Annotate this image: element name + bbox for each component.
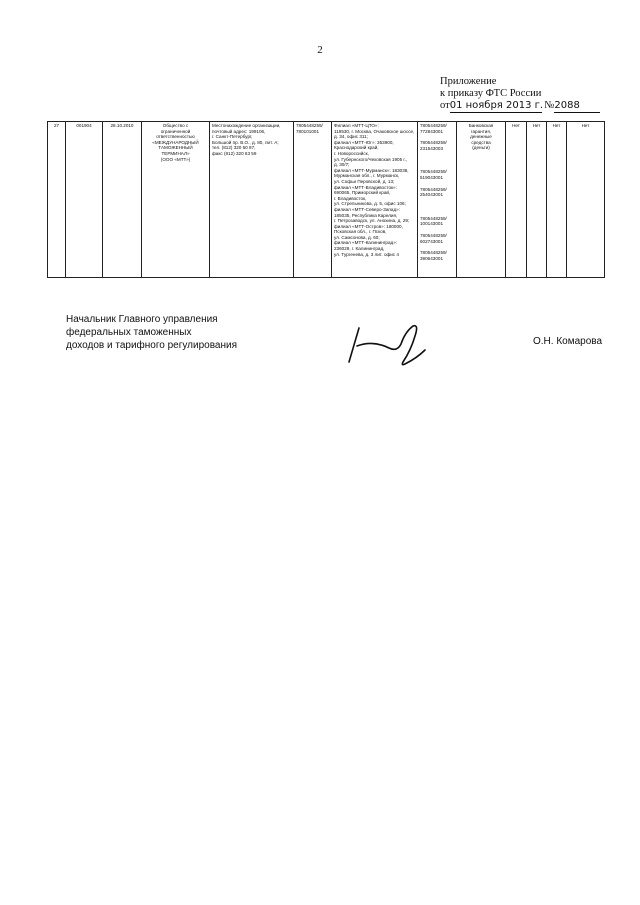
address-line: факс (812) 320 63 59 bbox=[212, 150, 257, 156]
branch-line: Мурманская обл., г. Мурманск, bbox=[334, 173, 400, 179]
cell-flag: Нет bbox=[567, 122, 605, 278]
branch-line: Псковская обл., г. Псков, bbox=[334, 229, 387, 235]
branch-code-line: 7805448259/ bbox=[420, 140, 447, 146]
signer-position-line: федеральных таможенных bbox=[66, 327, 192, 338]
signer-position bbox=[66, 313, 237, 352]
branch-line: 236029, г. Калининград, bbox=[334, 246, 385, 252]
inn-line: 780101001 bbox=[296, 128, 319, 134]
branch-line: д. 30/7; bbox=[334, 162, 350, 168]
branch-line: филиал «МТТ-Остров»: 180000, bbox=[334, 223, 403, 229]
branch-line: филиал «МТТ-Мурманск»: 183038, bbox=[334, 167, 409, 173]
cell-flag: Нет bbox=[547, 122, 567, 278]
address-line: Большой пр. В.О., д. 80, лит. А; bbox=[212, 139, 279, 145]
address-line: тел. (812) 320 60 87, bbox=[212, 145, 256, 151]
signer-name: О.Н. Комарова bbox=[533, 336, 603, 347]
branch-code-line: 7805448259/ bbox=[420, 215, 447, 221]
address-line: г. Санкт-Петербург, bbox=[212, 134, 253, 140]
branch-line: ул. Самсонова, д. 60; bbox=[334, 234, 380, 240]
branch-line: г. Владивосток, bbox=[334, 195, 367, 201]
branch-line: д. 34, офис 311; bbox=[334, 134, 368, 140]
address-line: почтовый адрес: 199106, bbox=[212, 128, 266, 134]
branch-line: филиал «МТТ-Калининград»: bbox=[334, 240, 398, 246]
branch-line: Краснодарский край, bbox=[334, 145, 379, 151]
org-name-line: ТАМОЖЕННЫЙ bbox=[158, 145, 193, 151]
cell-org-name bbox=[142, 122, 210, 278]
appendix-date-prefix: от bbox=[440, 100, 450, 111]
branch-line: Филиал «МТТ-ЦТО»: bbox=[334, 123, 379, 128]
cell-security bbox=[457, 122, 506, 278]
branch-code-line: 390643001 bbox=[420, 255, 443, 261]
appendix-number-sign: № bbox=[544, 100, 555, 111]
branch-code-line: 772843001 bbox=[420, 128, 443, 134]
security-line: (деньги) bbox=[472, 145, 490, 151]
branch-code-line: 519043001 bbox=[420, 174, 443, 180]
register-table bbox=[47, 121, 605, 278]
branch-line: ул. Тургенева, д. 3 лит. офис 4 bbox=[334, 251, 399, 257]
appendix-number: 2088 bbox=[554, 100, 600, 113]
branch-line: 119530, г. Москва, Очаковское шоссе, bbox=[334, 128, 415, 134]
branch-line: филиал «МТТ-Юг»: 353900, bbox=[334, 139, 394, 145]
org-name-line: (ООО «МТТ») bbox=[160, 156, 191, 162]
branch-line: ул. Софьи Перовской, д. 13; bbox=[334, 178, 395, 184]
org-name-line: Общество с bbox=[162, 123, 189, 128]
branch-code-line: 254043001 bbox=[420, 192, 443, 198]
cell-branch-codes bbox=[418, 122, 457, 278]
branch-code-line: 602743001 bbox=[420, 238, 443, 244]
branch-code-line: 231543003 bbox=[420, 145, 443, 151]
org-name-line: ограниченной bbox=[160, 128, 191, 134]
org-name-line: ответственностью bbox=[156, 134, 195, 140]
signature-image bbox=[345, 322, 435, 368]
branch-code-line: 7805448259/ bbox=[420, 186, 447, 192]
branch-line: г. Петрозаводск, ул. Анохина, д. 29; bbox=[334, 218, 410, 224]
appendix-date: 01 ноября 2013 г. bbox=[449, 100, 544, 111]
address-line: Местонахождение организации, bbox=[212, 123, 281, 128]
branch-line: ул. Губернского/Чеховская 1905 г., bbox=[334, 156, 408, 162]
cell-inn bbox=[294, 122, 332, 278]
appendix-order-ref: к приказу ФТС России bbox=[440, 88, 542, 99]
signer-position-line: доходов и тарифного регулирования bbox=[66, 340, 238, 351]
cell-flag: Нет bbox=[506, 122, 527, 278]
branch-code-line: 7805448259/ bbox=[420, 232, 447, 238]
org-name-line: «МЕЖДУНАРОДНЫЙ bbox=[152, 139, 199, 145]
cell-index: 27 bbox=[48, 122, 66, 278]
security-line: денежные bbox=[470, 134, 492, 140]
cell-address bbox=[210, 122, 294, 278]
branch-code-line: 7805448259/ bbox=[420, 123, 447, 128]
branch-code-line: 7805448259/ bbox=[420, 169, 447, 175]
branch-code-line: 7805448259/ bbox=[420, 250, 447, 256]
cell-date: 28.10.2010 bbox=[103, 122, 142, 278]
org-name-line: ТЕРМИНАЛ» bbox=[161, 150, 190, 156]
security-line: гарантия, bbox=[470, 128, 492, 134]
branch-code-line: 100143001 bbox=[420, 221, 443, 227]
branch-line: филиал «МТТ-Владивосток»: bbox=[334, 184, 397, 190]
branch-line: г. Новороссийск, bbox=[334, 150, 369, 156]
inn-line: 7805448259/ bbox=[296, 123, 323, 128]
cell-branches bbox=[332, 122, 418, 278]
appendix-date-line bbox=[440, 100, 630, 113]
branch-line: филиал «МТТ-Северо-Запад»: bbox=[334, 206, 400, 212]
table-row bbox=[48, 122, 605, 278]
page-number: 2 bbox=[317, 44, 323, 56]
security-line: Банковская bbox=[468, 123, 494, 128]
cell-flag: Нет bbox=[527, 122, 547, 278]
appendix-header bbox=[440, 76, 630, 113]
branch-line: 690065, Приморский край, bbox=[334, 190, 391, 196]
appendix-title: Приложение bbox=[440, 76, 497, 87]
security-line: средства bbox=[471, 139, 491, 145]
cell-reg-number: 001904 bbox=[66, 122, 103, 278]
signer-position-line: Начальник Главного управления bbox=[66, 314, 218, 325]
branch-line: ул. Стрельникова, д. 5, офис 106; bbox=[334, 201, 406, 207]
branch-line: 185035, Республика Карелия, bbox=[334, 212, 398, 218]
